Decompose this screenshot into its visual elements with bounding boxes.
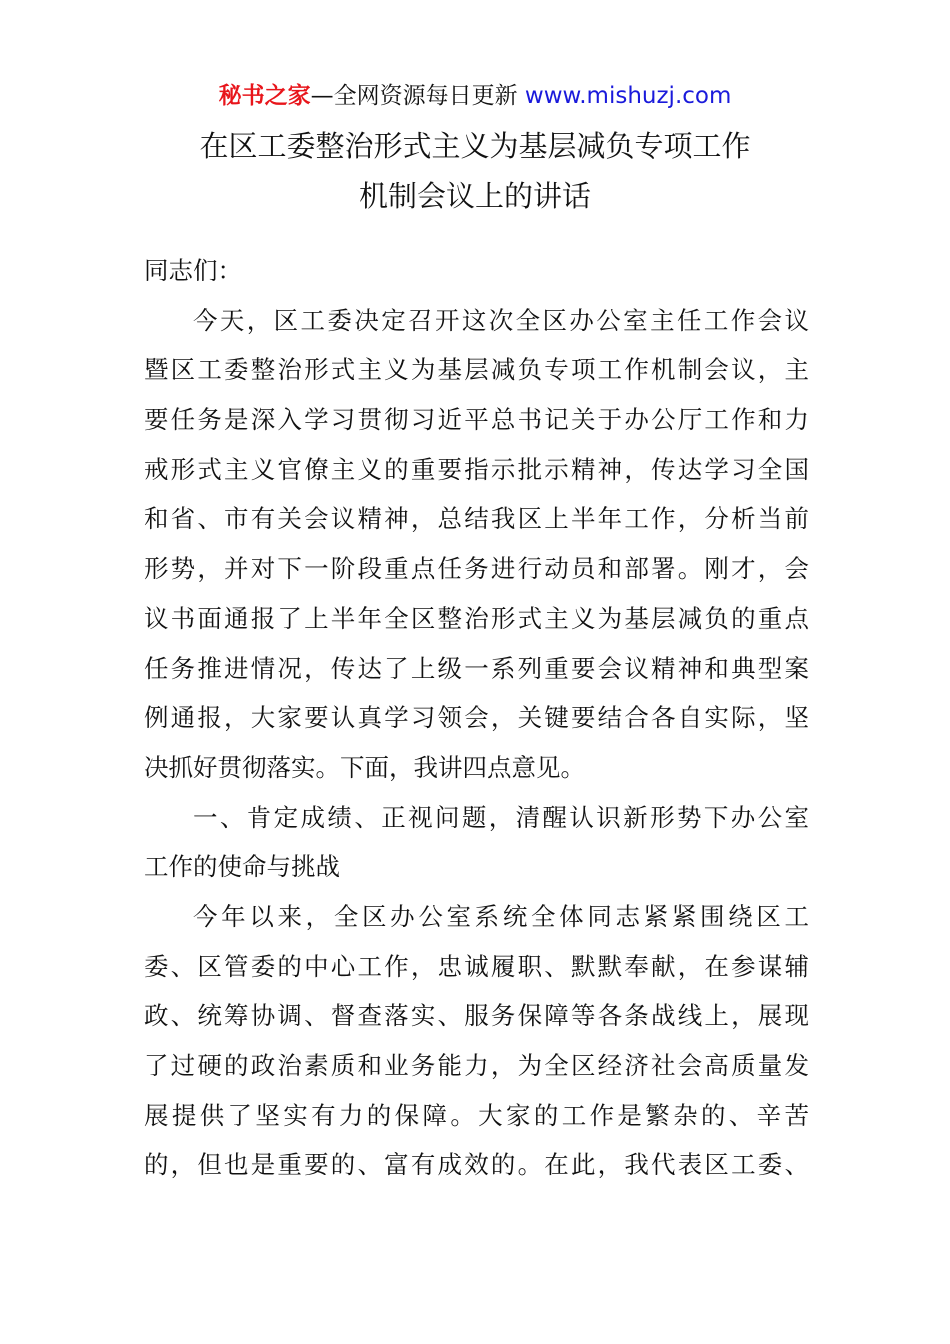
document-title-line-2: 机制会议上的讲话 [358, 179, 591, 213]
body-line: 议书面通报了上半年全区整治形式主义为基层减负的重点 [144, 603, 809, 633]
site-banner [0, 80, 950, 112]
document-body [144, 246, 809, 1190]
body-line: 任务推进情况，传达了上级一系列重要会议精神和典型案 [144, 653, 809, 683]
body-line: 形势，并对下一阶段重点任务进行动员和部署。刚才，会 [144, 554, 809, 584]
body-line: 和省、市有关会议精神，总结我区上半年工作，分析当前 [144, 504, 809, 534]
body-line: 今年以来，全区办公室系统全体同志紧紧围绕区工 [193, 901, 809, 931]
body-line: 要任务是深入学习贯彻习近平总书记关于办公厅工作和力 [144, 405, 809, 435]
site-url-link[interactable]: www.mishuzj.com [524, 83, 732, 109]
brand-name: 秘书之家 [218, 83, 311, 109]
body-line: 的，但也是重要的、富有成效的。在此，我代表区工委、 [144, 1150, 809, 1180]
body-line: 了过硬的政治素质和业务能力，为全区经济社会高质量发 [144, 1051, 809, 1080]
body-line: 政、统筹协调、督查落实、服务保障等各条战线上，展现 [144, 1001, 809, 1031]
body-line: 暨区工委整治形式主义为基层减负专项工作机制会议，主 [144, 355, 809, 385]
section-heading-line: 一、肯定成绩、正视问题，清醒认识新形势下办公室 [193, 802, 809, 832]
body-line: 例通报，大家要认真学习领会，关键要结合各自实际，坚 [144, 703, 809, 733]
body-line: 戒形式主义官僚主义的重要指示批示精神，传达学习全国 [144, 454, 809, 484]
body-line: 决抓好贯彻落实。下面，我讲四点意见。 [144, 752, 585, 782]
document-title-line-1: 在区工委整治形式主义为基层减负专项工作 [199, 129, 751, 163]
banner-slogan: —全网资源每日更新 [310, 83, 525, 109]
body-line: 委、区管委的中心工作，忠诚履职、默默奉献，在参谋辅 [144, 951, 809, 981]
salutation: 同志们： [144, 256, 242, 285]
section-heading-line: 工作的使命与挑战 [144, 852, 340, 882]
body-line: 今天，区工委决定召开这次全区办公室主任工作会议 [193, 305, 809, 335]
body-line: 展提供了坚实有力的保障。大家的工作是繁杂的、辛苦 [144, 1100, 809, 1130]
